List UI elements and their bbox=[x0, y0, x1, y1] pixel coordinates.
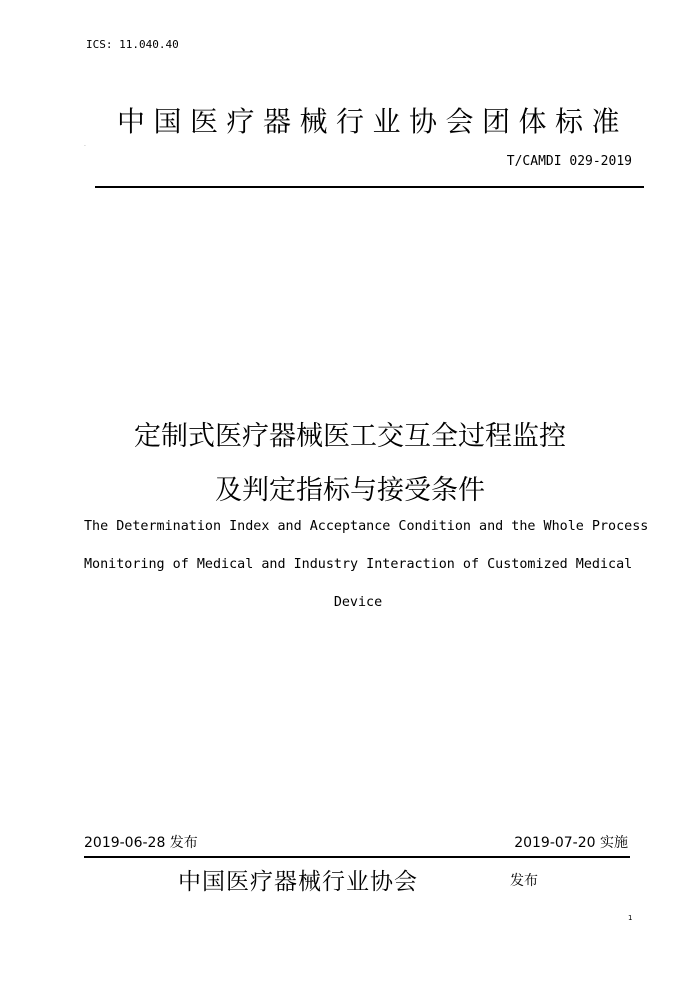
publisher-suffix: 发布 bbox=[510, 873, 538, 889]
bottom-divider bbox=[84, 856, 630, 858]
stray-dot: . bbox=[84, 141, 86, 148]
publish-date: 2019-06-28 发布 bbox=[84, 835, 198, 851]
ics-code: ICS: 11.040.40 bbox=[86, 38, 179, 51]
top-divider bbox=[95, 186, 644, 188]
publisher-name: 中国医疗器械行业协会 bbox=[178, 869, 418, 895]
chinese-title-line-1: 定制式医疗器械医工交互全过程监控 bbox=[134, 421, 566, 452]
implementation-date: 2019-07-20 实施 bbox=[514, 835, 628, 851]
english-title-line-1: The Determination Index and Acceptance Condition and the Whole Process bbox=[84, 519, 649, 534]
english-title-line-3: Device bbox=[333, 595, 383, 610]
page-mark: 1 bbox=[628, 914, 633, 922]
chinese-title-line-2: 及判定指标与接受条件 bbox=[215, 475, 485, 506]
standard-number: T/CAMDI 029-2019 bbox=[506, 154, 632, 169]
english-title-line-2: Monitoring of Medical and Industry Interaction of Customized Medical bbox=[84, 557, 633, 572]
organization-title: 中国医疗器械行业协会团体标准 bbox=[117, 105, 629, 138]
